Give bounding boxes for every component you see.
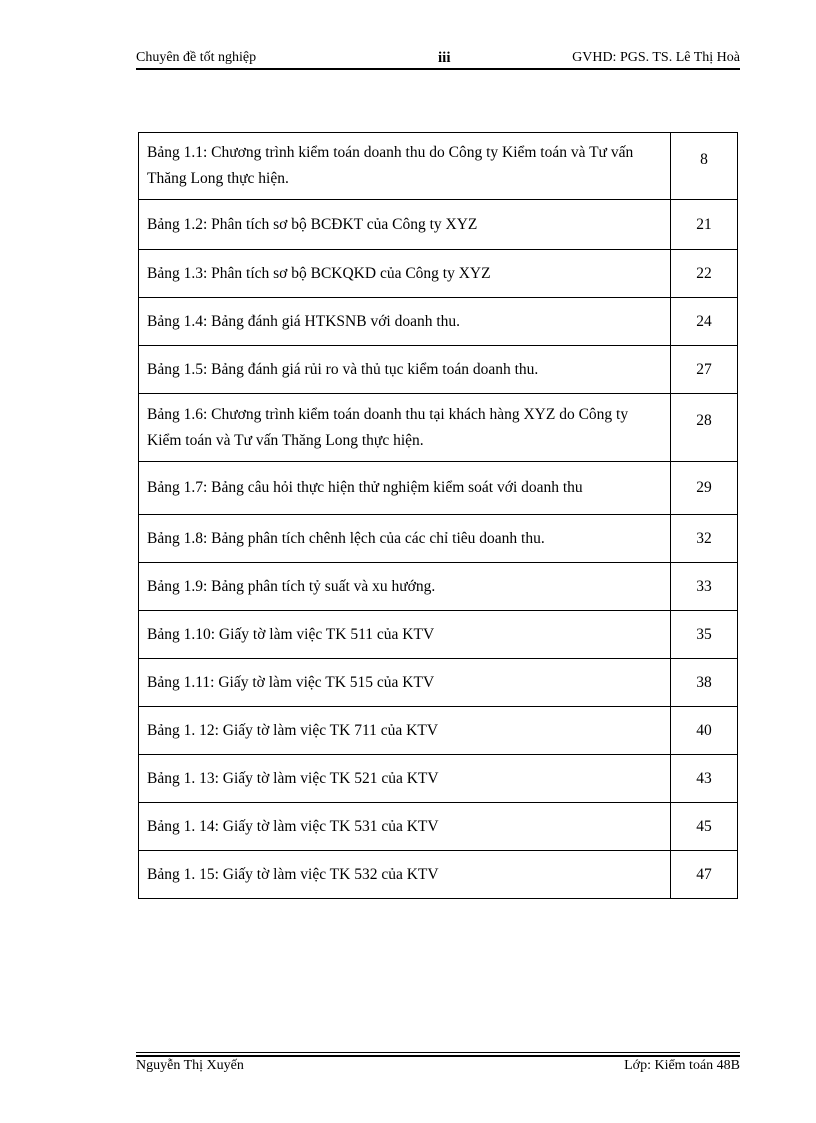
entry-page: 33 [671,563,738,611]
entry-page: 43 [671,755,738,803]
entry-page: 40 [671,707,738,755]
entry-title: Bảng 1.1: Chương trình kiểm toán doanh thu do Công ty Kiểm toán và Tư vấn Thăng Long thực hiện. [139,133,671,200]
table-row [139,707,738,755]
entry-page: 32 [671,515,738,563]
table-row [139,659,738,707]
entry-page: 8 [671,133,738,200]
entry-title: Bảng 1.8: Bảng phân tích chênh lệch của các chỉ tiêu doanh thu. [139,515,671,563]
table-row [139,563,738,611]
table-row [139,462,738,515]
table-row [139,346,738,394]
entry-title: Bảng 1.2: Phân tích sơ bộ BCĐKT của Công ty XYZ [139,200,671,250]
table-row [139,611,738,659]
table-row [139,394,738,462]
table-list [138,132,738,899]
entry-title: Bảng 1. 12: Giấy tờ làm việc TK 711 của KTV [139,707,671,755]
entry-title: Bảng 1.10: Giấy tờ làm việc TK 511 của KTV [139,611,671,659]
table-row [139,200,738,250]
header-supervisor: GVHD: PGS. TS. Lê Thị Hoà [572,50,740,65]
footer-rule-thin [136,1052,740,1053]
table-row [139,298,738,346]
entry-page: 22 [671,250,738,298]
entry-page: 27 [671,346,738,394]
footer-author: Nguyễn Thị Xuyến [136,1058,244,1073]
footer-rule-thick [136,1055,740,1057]
footer-class: Lớp: Kiểm toán 48B [624,1058,740,1073]
entry-page: 45 [671,803,738,851]
page-header [136,50,740,68]
entry-title: Bảng 1.7: Bảng câu hỏi thực hiện thử nghiệm kiểm soát với doanh thu [139,462,671,515]
table-row [139,133,738,200]
entry-page: 24 [671,298,738,346]
entry-title: Bảng 1. 14: Giấy tờ làm việc TK 531 của KTV [139,803,671,851]
table-row [139,851,738,899]
entry-title: Bảng 1.4: Bảng đánh giá HTKSNB với doanh thu. [139,298,671,346]
table-row [139,803,738,851]
table-row [139,250,738,298]
header-page-number: iii [438,50,451,66]
entry-page: 38 [671,659,738,707]
entry-title: Bảng 1.5: Bảng đánh giá rủi ro và thủ tục kiểm toán doanh thu. [139,346,671,394]
entry-page: 47 [671,851,738,899]
table-row [139,755,738,803]
entry-page: 35 [671,611,738,659]
entry-page: 29 [671,462,738,515]
entry-title: Bảng 1.11: Giấy tờ làm việc TK 515 của KTV [139,659,671,707]
table-row [139,515,738,563]
entry-title: Bảng 1.9: Bảng phân tích tỷ suất và xu hướng. [139,563,671,611]
entry-title: Bảng 1.6: Chương trình kiểm toán doanh thu tại khách hàng XYZ do Công ty Kiểm toán và Tư vấn Thăng Long thực hiện. [139,394,671,462]
entry-page: 21 [671,200,738,250]
entry-title: Bảng 1.3: Phân tích sơ bộ BCKQKD của Công ty XYZ [139,250,671,298]
header-document-type: Chuyên đề tốt nghiệp [136,50,257,65]
entry-title: Bảng 1. 13: Giấy tờ làm việc TK 521 của KTV [139,755,671,803]
entry-page: 28 [671,394,738,462]
header-rule [136,68,740,70]
entry-title: Bảng 1. 15: Giấy tờ làm việc TK 532 của KTV [139,851,671,899]
